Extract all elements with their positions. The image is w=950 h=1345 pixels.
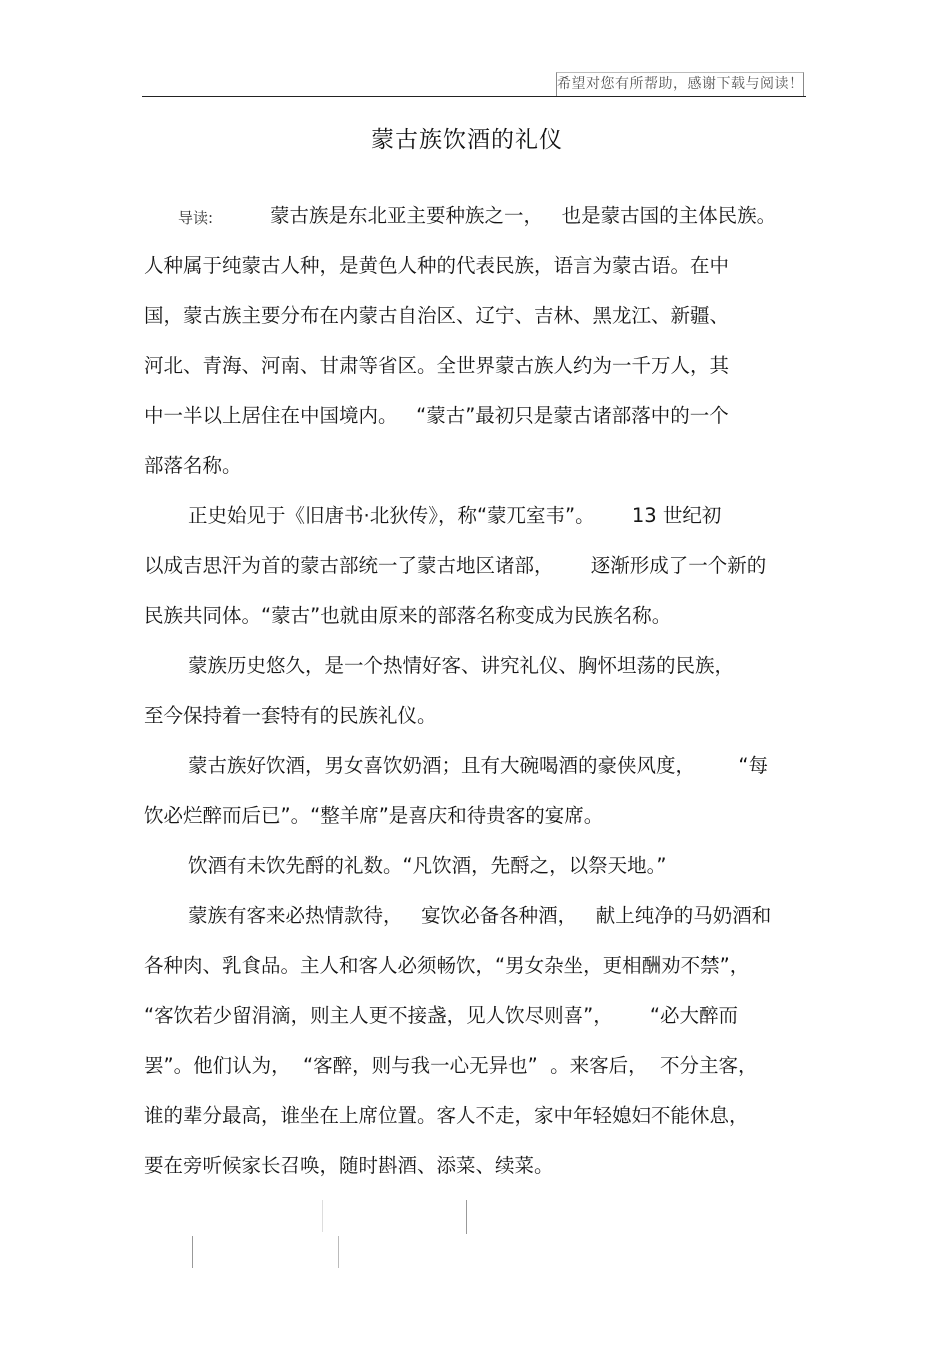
body-line: “客饮若少留涓滴，则主人更不接盏，见人饮尽则喜”， “必大醉而 <box>144 1004 738 1027</box>
scan-line-mark <box>322 1200 323 1232</box>
scan-line-mark <box>338 1236 339 1268</box>
body-line: 人种属于纯蒙古人种，是黄色人种的代表民族，语言为蒙古语。在中 <box>144 254 730 277</box>
body-line: 要在旁听候家长召唤，随时斟酒、添菜、续菜。 <box>144 1154 554 1177</box>
body-line: 蒙古族是东北亚主要种族之一， 也是蒙古国的主体民族。 <box>270 204 777 227</box>
body-line: 蒙族有客来必热情款待， 宴饮必备各种酒， 献上纯净的马奶酒和 <box>188 904 772 927</box>
body-line: 国，蒙古族主要分布在内蒙古自治区、辽宁、吉林、黑龙江、新疆、 <box>144 304 730 327</box>
document-title: 蒙古族饮酒的礼仪 <box>371 127 563 153</box>
body-line: 河北、青海、河南、甘肃等省区。全世界蒙古族人约为一千万人，其 <box>144 354 730 377</box>
body-line: 罢”。他们认为， “客醉，则与我一心无异也” 。来客后， 不分主客， <box>144 1054 758 1077</box>
body-line: 蒙族历史悠久，是一个热情好客、讲究礼仪、胸怀坦荡的民族， <box>188 654 735 677</box>
scan-line-mark <box>192 1236 193 1268</box>
body-line: 谁的辈分最高，谁坐在上席位置。客人不走，家中年轻媳妇不能休息， <box>144 1104 749 1127</box>
body-line: 蒙古族好饮酒，男女喜饮奶酒；且有大碗喝酒的豪侠风度， “每 <box>188 754 768 777</box>
scan-line-mark <box>466 1200 467 1234</box>
body-line: 民族共同体。“蒙古”也就由原来的部落名称变成为民族名称。 <box>144 604 672 627</box>
lead-label: 导读: <box>178 209 214 227</box>
body-line: 正史始见于《旧唐书·北狄传》，称“蒙兀室韦”。 13 世纪初 <box>188 504 722 527</box>
body-line: 以成吉思汗为首的蒙古部统一了蒙古地区诸部， 逐渐形成了一个新的 <box>144 554 767 577</box>
body-line: 饮酒有未饮先酹的礼数。“凡饮酒，先酹之，以祭天地。” <box>188 854 667 877</box>
header-note: 希望对您有所帮助，感谢下载与阅读！ <box>556 72 804 96</box>
body-line: 至今保持着一套特有的民族礼仪。 <box>144 704 437 727</box>
body-line: 部落名称。 <box>144 454 242 477</box>
body-line: 各种肉、乳食品。主人和客人必须畅饮，“男女杂坐，更相酬劝不禁”， <box>144 954 750 977</box>
body-line: 饮必烂醉而后已”。“整羊席”是喜庆和待贵客的宴席。 <box>144 804 604 827</box>
header-divider <box>142 96 806 97</box>
body-line: 中一半以上居住在中国境内。 “蒙古”最初只是蒙古诸部落中的一个 <box>144 404 729 427</box>
